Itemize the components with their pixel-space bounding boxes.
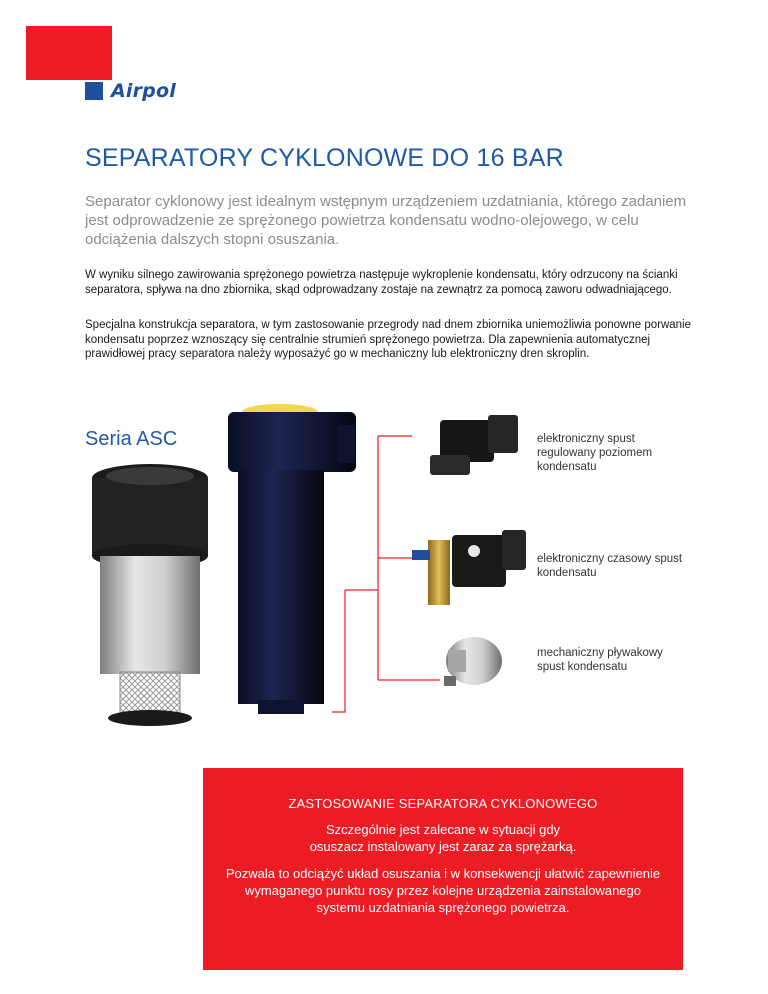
cyclone-separator-image [228,404,356,714]
level-drain-image [430,415,518,475]
timer-drain-image [412,530,526,605]
airpol-logo [85,80,176,102]
info-box [203,768,683,970]
drain-label-float: mechaniczny pływakowy spust kondensatu [537,647,663,673]
info-box-paragraph-1: Szczególnie jest zalecane w sytuacji gdy osuszacz instalowany jest zaraz za sprężarką. [309,822,577,854]
info-box-heading: ZASTOSOWANIE SEPARATORA CYKLONOWEGO [288,796,598,811]
series-label: Seria ASC [85,428,178,450]
body-paragraph-1: W wyniku silnego zawirowania sprężonego powietrza następuje wykroplenie kondensatu, który odrzucony na ścianki separatora, spływa na dno zbiornika, skąd odprowadzany zostaje na zewnątrz za pomocą zaworu odwadniającego. [85,269,678,296]
logo-text: Airpol [111,80,176,102]
page-title: SEPARATORY CYKLONOWE DO 16 BAR [85,144,564,172]
filter-element-image [92,464,208,726]
drain-label-timer: elektroniczny czasowy spust kondensatu [537,553,683,579]
float-drain-image [444,637,502,686]
logo-mark [85,82,103,100]
body-paragraph-2: Specjalna konstrukcja separatora, w tym zastosowanie przegrody nad dnem zbiornika uniemożliwia ponowne porwanie kondensatu poprzez wznoszący się centralnie strumień sprężonego powietrza. Dla zapewnienia automatycznej prawidłowej pracy separatora należy wyposażyć go w mechaniczny lub elektroniczny dren skroplin. [85,319,691,360]
info-box-paragraph-2: Pozwala to odciążyć układ osuszania i w konsekwencji ułatwić zapewnienie wymaganego punktu rosy przez kolejne urządzenia zainstalowanego systemu uzdatniania sprężonego powietrza. [225,866,661,915]
drain-label-level: elektroniczny spust regulowany poziomem kondensatu [537,433,653,473]
red-corner-block [26,26,112,80]
connector-lines [332,436,440,712]
lead-paragraph: Separator cyklonowy jest idealnym wstępnym urządzeniem uzdatniania, którego zadaniem jest odprowadzenie ze sprężonego powietrza kondensatu wodno-olejowego, w celu odciążenia dalszych stopni osuszania. [85,193,687,248]
